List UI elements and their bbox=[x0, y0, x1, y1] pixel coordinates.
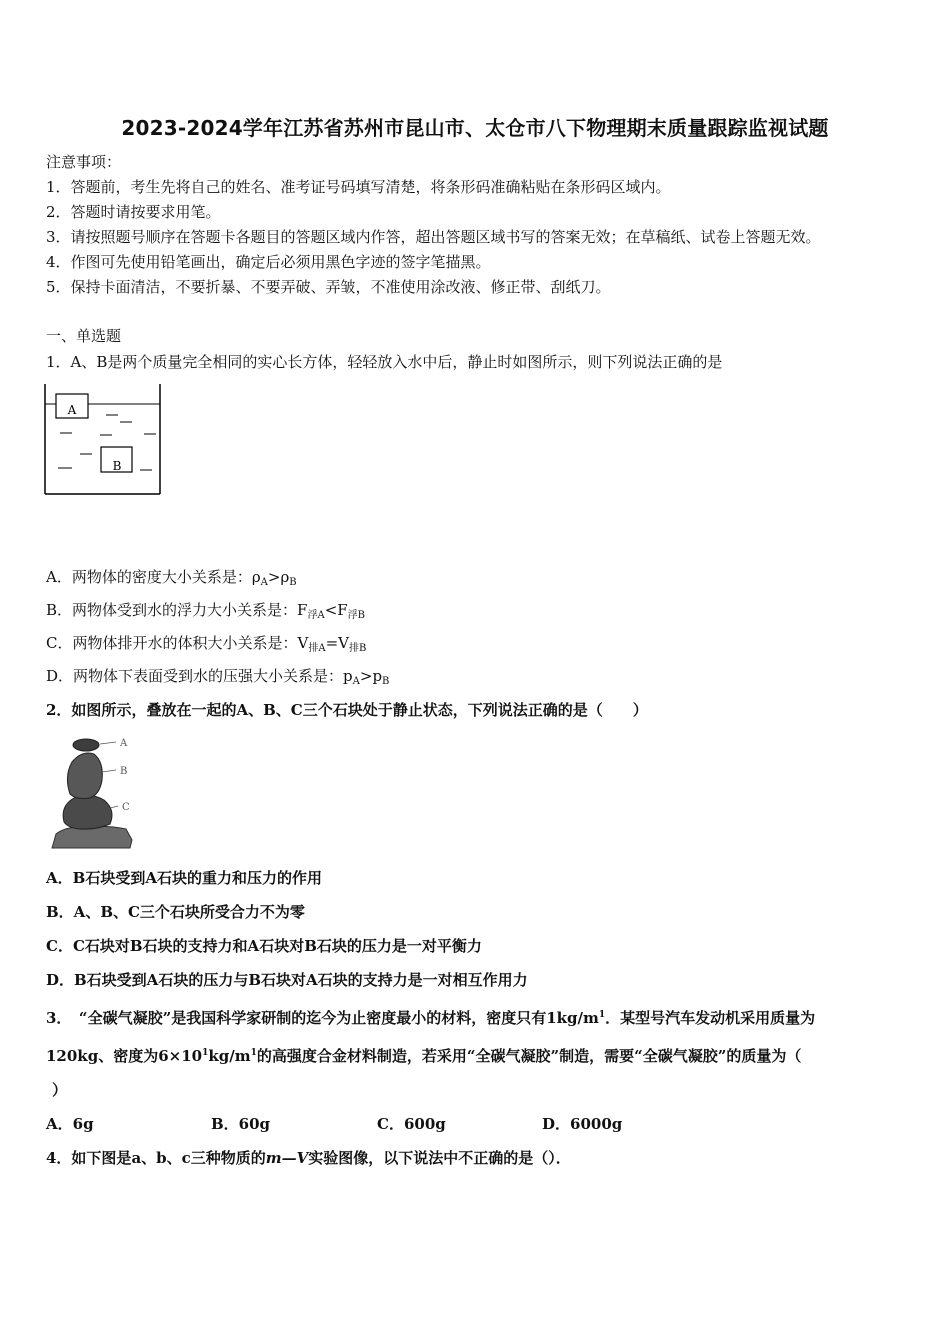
q3-line-2-pre: 120kg、密度为6×10 bbox=[46, 1047, 203, 1065]
q2-option-b: B．A、B、C三个石块所受合力不为零 bbox=[46, 903, 305, 921]
q1-option-d-sub1: A bbox=[352, 676, 360, 687]
q1-option-d-sub2: B bbox=[382, 676, 390, 687]
notice-item-3: 3．请按照题号顺序在答题卡各题目的答题区域内作答，超出答题区域书写的答案无效；在草稿纸、试卷上答题无效。 bbox=[46, 228, 821, 246]
notice-item-4: 4．作图可先使用铅笔画出，确定后必须用黑色字迹的签字笔描黑。 bbox=[46, 253, 491, 271]
stone-c-label: C bbox=[122, 802, 130, 813]
q3-line-1-pre: 3． “全碳气凝胶”是我国科学家研制的迄今为止密度最小的材料，密度只有1kg/m bbox=[46, 1009, 599, 1027]
notice-item-1: 1．答题前，考生先将自己的姓名、准考证号码填写清楚，将条形码准确粘贴在条形码区域内。 bbox=[46, 178, 671, 196]
q1-option-b-sub2: 浮B bbox=[347, 610, 366, 621]
q2-option-d: D．B石块受到A石块的压力与B石块对A石块的支持力是一对相互作用力 bbox=[46, 971, 528, 989]
q4-stem-pre: 4．如下图是a、b、c三种物质的 bbox=[46, 1149, 266, 1167]
q1-option-c bbox=[46, 633, 366, 659]
q3-option-b: B．60g bbox=[211, 1115, 271, 1133]
q3-line-1-post: ．某型号汽车发动机采用质量为 bbox=[605, 1009, 816, 1027]
q3-line-2-sup2: 1 bbox=[250, 1048, 257, 1058]
q1-option-a-sub1: A bbox=[260, 577, 268, 588]
q2-stem: 2．如图所示，叠放在一起的A、B、C三个石块处于静止状态，下列说法正确的是（ ） bbox=[46, 701, 648, 719]
q1-option-b-mid: <F bbox=[324, 601, 348, 619]
q1-option-c-mid: =V bbox=[325, 634, 349, 652]
q1-stem: 1．A、B是两个质量完全相同的实心长方体，轻轻放入水中后，静止时如图所示，则下列说法正确的是 bbox=[46, 353, 723, 371]
q1-option-a bbox=[46, 567, 297, 593]
stone-a bbox=[73, 739, 99, 751]
q1-option-a-mid: >ρ bbox=[267, 568, 290, 586]
stone-c bbox=[63, 795, 112, 829]
q4-stem-post: 实验图像，以下说法中不正确的是（）． bbox=[308, 1149, 571, 1167]
q1-option-c-sub2: 排B bbox=[348, 643, 367, 654]
page-title: 2023-2024学年江苏省苏州市昆山市、太仓市八下物理期末质量跟踪监视试题 bbox=[121, 116, 829, 140]
notice-heading: 注意事项： bbox=[46, 153, 122, 171]
q1-option-c-sym1: V bbox=[297, 634, 309, 652]
q3-option-a: A．6g bbox=[46, 1115, 94, 1133]
q3-line-2 bbox=[46, 1043, 801, 1066]
q3-line-3: ） bbox=[52, 1081, 68, 1099]
q3-line-2-sup1: 1 bbox=[202, 1048, 209, 1058]
q1-option-a-prefix: A．两物体的密度大小关系是： bbox=[46, 568, 252, 586]
q1-option-a-sub2: B bbox=[289, 577, 297, 588]
q1-option-d bbox=[46, 666, 389, 692]
q1-option-b-sym1: F bbox=[297, 601, 308, 619]
q1-option-d-sym1: p bbox=[343, 667, 353, 685]
q1-option-a-sym1: ρ bbox=[251, 568, 261, 586]
q3-option-c: C．600g bbox=[377, 1115, 446, 1133]
q1-option-c-sub1: 排A bbox=[308, 643, 326, 654]
q2-option-a: A．B石块受到A石块的重力和压力的作用 bbox=[46, 869, 322, 887]
q4-stem-italic: m—V bbox=[265, 1149, 309, 1167]
q3-line-2-mid: kg/m bbox=[208, 1047, 251, 1065]
q1-option-d-mid: >p bbox=[359, 667, 383, 685]
q3-line-1-sup: 1 bbox=[598, 1010, 606, 1020]
q2-option-c: C．C石块对B石块的支持力和A石块对B石块的压力是一对平衡力 bbox=[46, 937, 482, 955]
block-a-label: A bbox=[67, 403, 77, 417]
q3-line-1 bbox=[46, 1005, 815, 1028]
q3-line-2-post: 的高强度合金材料制造，若采用“全碳气凝胶”制造，需要“全碳气凝胶”的质量为（ bbox=[256, 1047, 802, 1065]
q1-option-b-prefix: B．两物体受到水的浮力大小关系是： bbox=[46, 601, 298, 619]
q1-option-b-sub1: 浮A bbox=[307, 610, 325, 621]
q3-option-d: D．6000g bbox=[542, 1115, 623, 1133]
block-b-label: B bbox=[112, 459, 122, 473]
q1-option-b bbox=[46, 600, 365, 626]
q2-stones-figure bbox=[46, 730, 142, 852]
section-heading: 一、单选题 bbox=[46, 327, 122, 345]
q1-option-c-prefix: C．两物体排开水的体积大小关系是： bbox=[46, 634, 298, 652]
q1-option-d-prefix: D．两物体下表面受到水的压强大小关系是： bbox=[46, 667, 344, 685]
stone-b-label: B bbox=[120, 766, 128, 777]
q4-stem bbox=[46, 1148, 571, 1168]
stone-a-label: A bbox=[120, 738, 128, 749]
notice-item-2: 2．答题时请按要求用笔。 bbox=[46, 203, 221, 221]
stone-b bbox=[67, 753, 102, 799]
notice-item-5: 5．保持卡面清洁，不要折暴、不要弄破、弄皱，不准使用涂改液、修正带、刮纸刀。 bbox=[46, 278, 611, 296]
q1-water-diagram bbox=[40, 378, 170, 500]
